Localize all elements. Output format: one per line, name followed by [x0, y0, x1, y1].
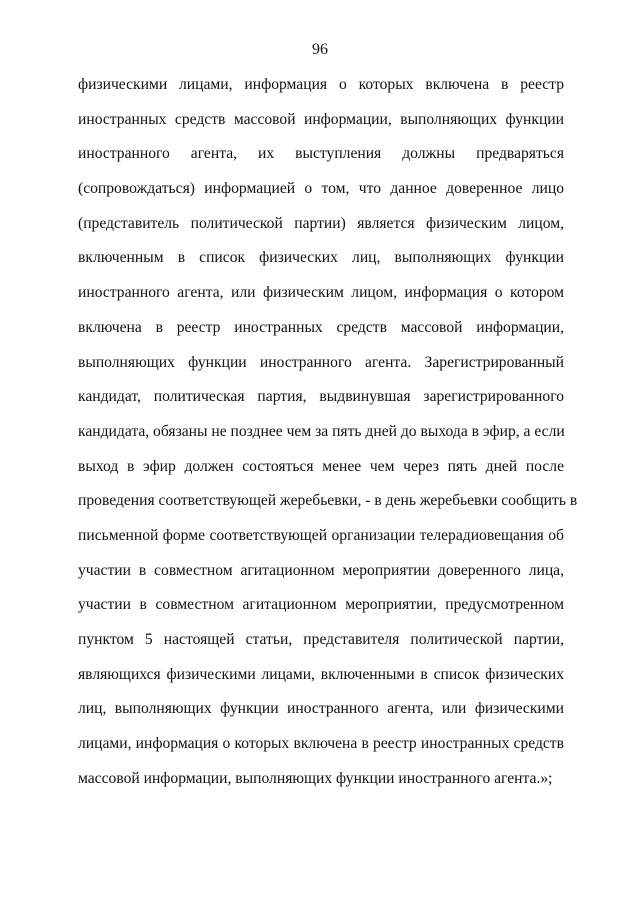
- text-line: физическими лицами, информация о которых включена в реестр: [78, 76, 564, 93]
- text-line: кандидата, обязаны не позднее чем за пять дней до выхода в эфир, а если: [78, 422, 565, 440]
- text-line: включена в реестр иностранных средств массовой информации,: [78, 318, 564, 336]
- text-line-last: массовой информации, выполняющих функции иностранного агента.»;: [78, 769, 553, 787]
- text-line: включенным в список физических лиц, выполняющих функции: [78, 249, 564, 267]
- text-line: иностранных средств массовой информации, выполняющих функции: [78, 110, 564, 128]
- text-line: выполняющих функции иностранного агента. Зарегистрированный: [78, 353, 564, 371]
- text-line: участии в совместном агитационном мероприятии, предусмотренном: [78, 596, 564, 614]
- page-number: 96: [312, 41, 328, 58]
- body-text: [78, 68, 578, 796]
- text-line: участии в совместном агитационном мероприятии доверенного лица,: [78, 561, 564, 579]
- text-line: иностранного агента, их выступления должны предваряться: [78, 145, 564, 163]
- text-line: лиц, выполняющих функции иностранного агента, или физическими: [78, 700, 564, 718]
- text-line: проведения соответствующей жеребьевки, - в день жеребьевки сообщить в: [78, 492, 578, 510]
- text-line: кандидат, политическая партия, выдвинувшая зарегистрированного: [78, 388, 564, 406]
- text-line: письменной форме соответствующей организации телерадиовещания об: [78, 526, 564, 544]
- text-line: иностранного агента, или физическим лицом, информация о котором: [78, 284, 564, 302]
- text-line: являющихся физическими лицами, включенными в список физических: [78, 665, 564, 683]
- text-line: (сопровождаться) информацией о том, что данное доверенное лицо: [78, 180, 564, 198]
- text-line: пунктом 5 настоящей статьи, представителя политической партии,: [78, 631, 564, 648]
- text-line: лицами, информация о которых включена в реестр иностранных средств: [78, 735, 564, 753]
- text-line: выход в эфир должен состояться менее чем через пять дней после: [78, 457, 564, 475]
- text-line: (представитель политической партии) является физическим лицом,: [78, 214, 564, 232]
